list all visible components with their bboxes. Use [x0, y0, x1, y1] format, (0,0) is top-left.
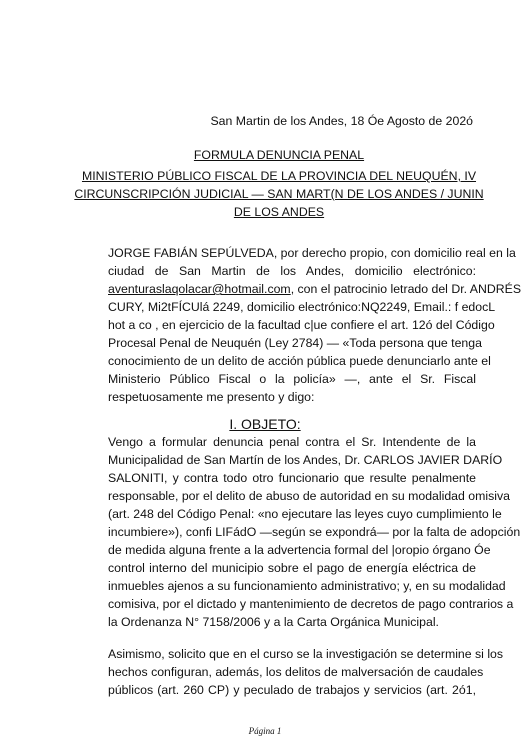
objeto-line-4: responsable, por el delito de abuso de autoridad en su modalidad omisiva	[108, 489, 510, 503]
para2-line-3: públicos (art. 260 CP) y peculado de trabajos y servicios (art. 2ó1,	[108, 683, 476, 697]
intro-line-2: ciudad de San Martin de los Andes, domicilio electrónico:	[108, 264, 476, 278]
intro-line-7: conocimiento de un delito de acción pública puede denunciarlo ante el	[108, 354, 491, 368]
para2-line-1: Asimismo, solicito que en el curso se la investigación se determine si los	[108, 647, 504, 661]
objeto-line-5: (art. 248 del Código Penal: «no ejecutare las leyes cuyo cumplimiento le	[108, 507, 502, 521]
ministry-line-3: DE LOS ANDES	[233, 205, 325, 219]
email-link[interactable]: aventuraslaqolacar@hotmail.com	[108, 282, 291, 296]
intro-line-5: hot a co , en ejercicio de la facultad c|ue confiere el art. 12ó del Código	[108, 318, 495, 332]
objeto-line-9: inmuebles ajenos a su funcionamiento administrativo; y, en su modalidad	[108, 579, 506, 593]
objeto-line-6: incumbiere»), confi LIFádO —según se expondrá— por la falta de adopción	[108, 525, 521, 539]
intro-line-1: JORGE FABIÁN SEPÚLVEDA, por derecho propio, con domicilio real en la	[108, 246, 516, 260]
objeto-line-8: control interno del municipio sobre el pago de energía eléctrica de	[108, 561, 476, 575]
objeto-line-11: la Ordenanza N° 7158/2006 y a la Carta Orgánica Municipal.	[108, 615, 439, 629]
ministry-line-2: CIRCUNSCRIPCIÓN JUDICIAL — SAN MART(N DE LOS ANDES / JUNIN	[74, 187, 484, 201]
intro-line-9: respetuosamente me presento y digo:	[108, 390, 315, 404]
intro-line-3-rest: , con el patrocinio letrado del Dr. ANDRÉS	[290, 282, 522, 296]
objeto-line-10: comisiva, por el dictado y mantenimiento de decretos de pago contrarios a	[108, 597, 514, 611]
para2-line-2: hechos configuran, además, los delitos de malversación de caudales	[108, 665, 484, 679]
page-footer: Página 1	[248, 726, 282, 736]
form-title: FORMULA DENUNCIA PENAL	[193, 148, 365, 162]
objeto-line-2: Municipalidad de San Martín de los Andes, Dr. CARLOS JAVIER DARÍO	[108, 453, 503, 467]
date-line: San Martin de los Andes, 18 Óe Agosto de 202ó	[210, 114, 473, 128]
section-objeto-heading: I. OBJETO:	[229, 416, 301, 432]
ministry-line-1: MINISTERIO PÚBLICO FISCAL DE LA PROVINCIA DEL NEUQUÉN, IV	[81, 169, 477, 183]
intro-line-6: Procesal Penal de Neuquén (Ley 2784) — «Toda persona que tenga	[108, 336, 482, 350]
intro-line-8: Ministerio Público Fiscal o la policía» —, ante el Sr. Fiscal	[108, 372, 476, 386]
objeto-line-3: SALONITI, y contra todo otro funcionario que resulte penalmente	[108, 471, 476, 485]
objeto-line-1: Vengo a formular denuncia penal contra el Sr. Intendente de la	[108, 435, 476, 449]
objeto-line-7: de medida alguna frente a la advertencia formal del |oropio órgano Óe	[108, 543, 491, 557]
intro-line-3	[108, 281, 522, 297]
intro-line-4: CURY, Mi2tFÍCUlá 2249, domicilio electrónico:NQ2249, Email.: f edocL	[108, 300, 496, 314]
